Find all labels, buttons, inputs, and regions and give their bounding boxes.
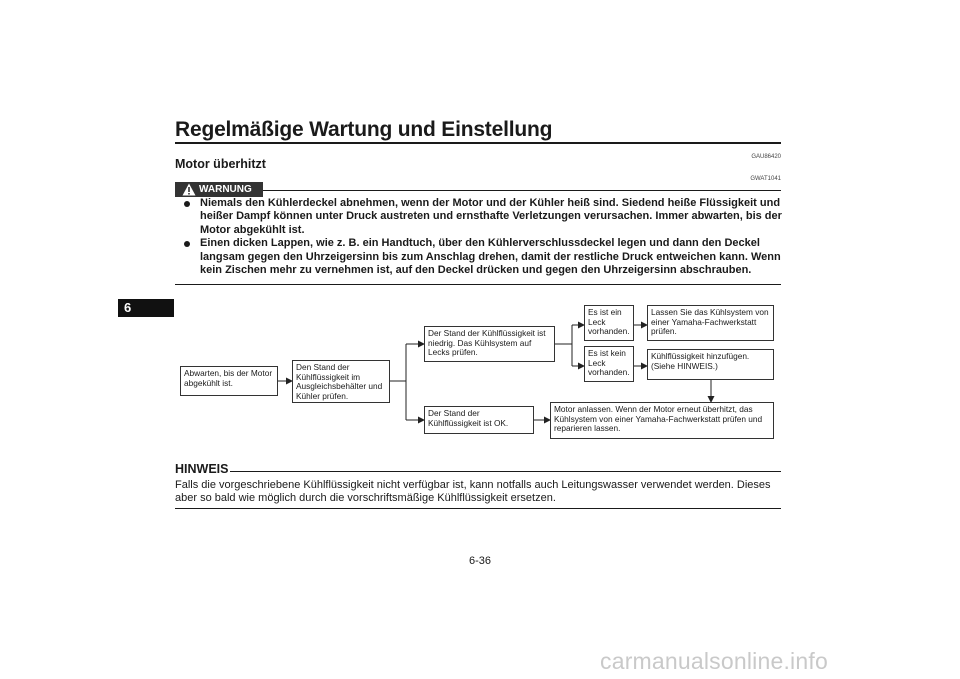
note-title: HINWEIS <box>175 462 229 476</box>
flow-box-level-ok: Der Stand der Kühlflüssigkeit ist OK. <box>424 406 534 434</box>
section-code: GAU86420 <box>751 154 781 160</box>
warning-code: GWAT1041 <box>750 176 781 182</box>
flow-box-restart: Motor anlassen. Wenn der Motor erneut überhitzt, das Kühlsystem von einer Yamaha-Fachwerkstatt prüfen und reparieren lassen. <box>550 402 774 439</box>
note-end-rule <box>175 508 781 509</box>
warning-label: WARNUNG <box>199 184 252 195</box>
flow-box-wait: Abwarten, bis der Motor abgekühlt ist. <box>180 366 278 396</box>
flow-box-level-low: Der Stand der Kühlflüssigkeit ist niedrig. Das Kühlsystem auf Lecks prüfen. <box>424 326 555 362</box>
flow-box-check-level: Den Stand der Kühlflüssigkeit im Ausgleichsbehälter und Kühler prüfen. <box>292 360 390 403</box>
flow-box-leak-yes-action: Lassen Sie das Kühlsystem von einer Yamaha-Fachwerkstatt prüfen. <box>647 305 774 341</box>
warning-item-text: Einen dicken Lappen, wie z. B. ein Handtuch, über den Kühlerverschlussdeckel legen und dann den Deckel langsam gegen den Uhrzeigersinn bis zum Anschlag drehen, damit der restliche Druck entweichen kann. Wenn kein Zischen mehr zu vernehmen ist, auf den Deckel drücken und gegen den Uhrzeigersinn abschrauben. <box>200 237 781 277</box>
note-rule <box>230 471 781 472</box>
flow-box-leak-no-action: Kühlflüssigkeit hinzufügen. (Siehe HINWEIS.) <box>647 349 774 380</box>
section-title: Motor überhitzt <box>175 157 266 171</box>
page-number: 6-36 <box>468 555 492 567</box>
flow-box-leak-yes: Es ist ein Leck vorhanden. <box>584 305 634 341</box>
chapter-tab: 6 <box>118 299 174 317</box>
watermark: carmanualsonline.info <box>600 648 828 674</box>
page-title: Regelmäßige Wartung und Einstellung <box>175 118 553 141</box>
flow-box-leak-no: Es ist kein Leck vorhanden. <box>584 346 634 382</box>
note-text: Falls die vorgeschriebene Kühlflüssigkeit nicht verfügbar ist, kann notfalls auch Leitungswasser verwendet werden. Dieses aber so bald wie möglich durch die vorschriftsmäßige Kühlflüssigkeit ersetzen. <box>175 479 771 505</box>
warning-item-text: Niemals den Kühlerdeckel abnehmen, wenn der Motor und der Kühler heiß sind. Siedend heiße Flüssigkeit und heißer Dampf können unter Druck austreten und ernsthafte Verletzungen verursachen. Immer abwarten, bis der Motor abgekühlt ist. <box>200 197 782 236</box>
